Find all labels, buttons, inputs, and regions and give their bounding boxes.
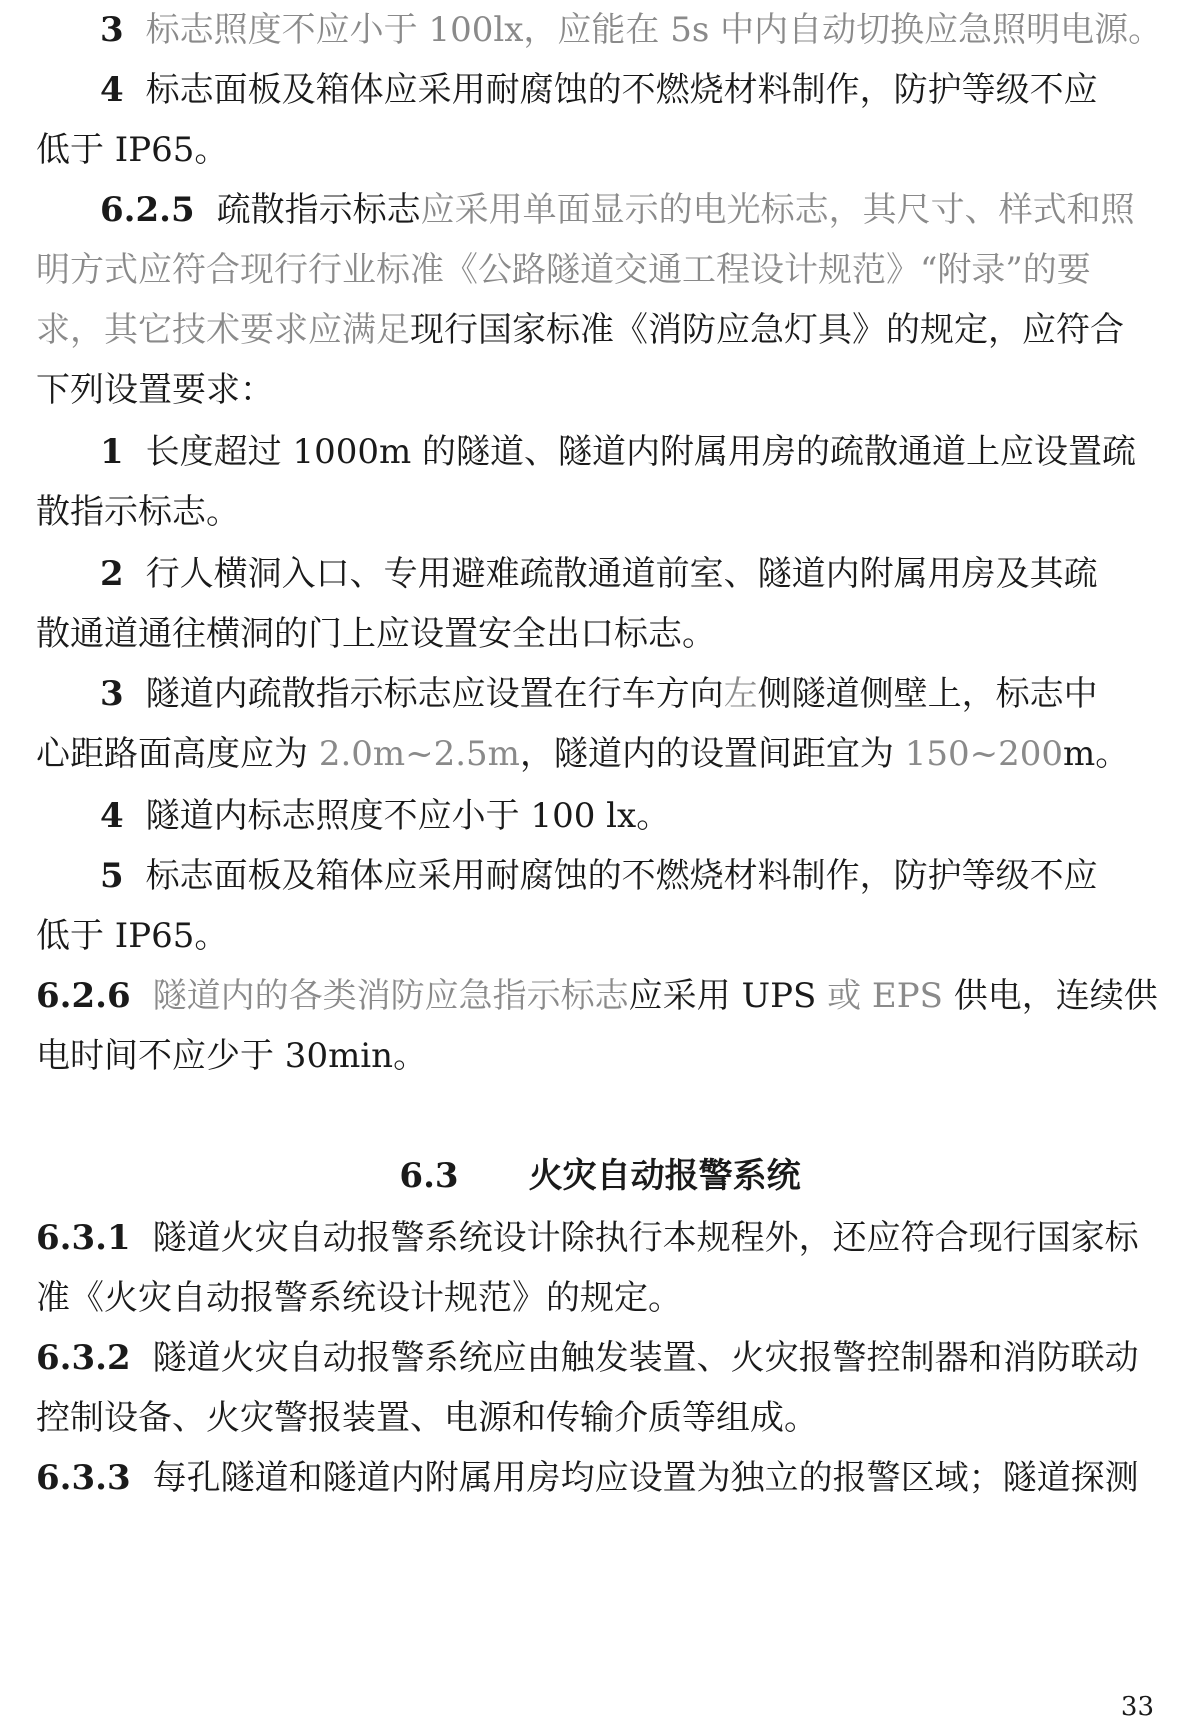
clause-number: 6.2.6	[36, 976, 131, 1016]
list-item	[100, 68, 1162, 112]
clause-text: 每孔隧道和隧道内附属用房均应设置为独立的报警区域；隧道探测	[152, 1458, 1139, 1498]
clause-text: 隧道火灾自动报警系统设计除执行本规程外，还应符合现行国家标	[152, 1218, 1139, 1258]
item-text-cont: 低于 IP65。	[36, 916, 229, 956]
item-text: 侧隧道侧壁上，标志中	[757, 674, 1098, 714]
item-text: 标志面板及箱体应采用耐腐蚀的不燃烧材料制作，防护等级不应	[145, 70, 1098, 110]
clause-text-gray: 或 EPS	[827, 976, 943, 1016]
item-number: 5	[100, 856, 124, 896]
clause-text: 电时间不应少于 30min。	[36, 1036, 428, 1076]
list-item	[100, 794, 1162, 838]
list-item	[100, 430, 1162, 474]
section-title: 火灾自动报警系统	[528, 1156, 801, 1196]
clause-text: 供电，连续供	[942, 976, 1158, 1016]
clause-text: 控制设备、火灾警报装置、电源和传输介质等组成。	[36, 1398, 818, 1438]
item-text-cont: 散指示标志。	[36, 492, 240, 532]
clause-6-3-2	[36, 1336, 1162, 1380]
section-heading	[0, 1154, 1200, 1198]
clause-text: 明方式应符合现行行业标准《公路隧道交通工程设计规范》“附录”的要	[36, 250, 1091, 290]
item-number: 3	[100, 674, 124, 714]
list-item	[100, 854, 1162, 898]
list-item	[100, 552, 1162, 596]
clause-text-dark: 现行国家标准《消防应急灯具》的规定，应符合	[410, 310, 1124, 350]
clause-6-2-5	[100, 188, 1162, 232]
clause-text	[36, 308, 1162, 352]
clause-text: 准《火灾自动报警系统设计规范》的规定。	[36, 1278, 682, 1318]
item-text: 标志面板及箱体应采用耐腐蚀的不燃烧材料制作，防护等级不应	[145, 856, 1098, 896]
item-text: 隧道内疏散指示标志应设置在行车方向	[145, 674, 724, 714]
item-number: 1	[100, 432, 124, 472]
item-number: 3	[100, 10, 124, 50]
item-text: 标志照度不应小于 100lx，应能在 5s 中内自动切换应急照明电源。	[145, 10, 1163, 50]
item-number: 4	[100, 70, 124, 110]
clause-text: 应采用单面显示的电光标志，其尺寸、样式和照	[420, 190, 1135, 230]
item-text-gray: 左	[723, 674, 758, 714]
clause-text: 下列设置要求：	[36, 370, 274, 410]
list-item	[100, 672, 1162, 716]
item-text-gray: 2.0m~2.5m	[318, 734, 520, 774]
list-item	[100, 8, 1162, 52]
clause-text-gray: 隧道内的各类消防应急指示标志	[152, 976, 629, 1016]
item-text-cont: 散通道通往横洞的门上应设置安全出口标志。	[36, 614, 716, 654]
clause-6-3-3	[36, 1456, 1162, 1500]
clause-6-2-6	[36, 974, 1162, 1018]
item-number: 4	[100, 796, 124, 836]
clause-number: 6.3.1	[36, 1218, 131, 1258]
item-text: 长度超过 1000m 的隧道、隧道内附属用房的疏散通道上应设置疏	[145, 432, 1137, 472]
item-number: 2	[100, 554, 124, 594]
item-text: 心距路面高度应为	[36, 734, 319, 774]
clause-text-gray: 求，其它技术要求应满足	[36, 310, 410, 350]
clause-number: 6.3.2	[36, 1338, 131, 1378]
clause-6-3-1	[36, 1216, 1162, 1260]
item-text: ，隧道内的设置间距宜为	[519, 734, 905, 774]
item-text: 隧道内标志照度不应小于 100 lx。	[145, 796, 671, 836]
clause-text: 疏散指示标志	[216, 190, 421, 230]
item-text: 行人横洞入口、专用避难疏散通道前室、隧道内附属用房及其疏	[145, 554, 1098, 594]
clause-text: 应采用 UPS	[628, 976, 828, 1016]
clause-number: 6.3.3	[36, 1458, 131, 1498]
clause-number: 6.2.5	[100, 190, 195, 230]
item-text-cont: 低于 IP65。	[36, 130, 229, 170]
item-text-cont	[36, 732, 1162, 776]
page-number: 33	[1120, 1692, 1154, 1722]
clause-text: 隧道火灾自动报警系统应由触发装置、火灾报警控制器和消防联动	[152, 1338, 1139, 1378]
section-number: 6.3	[399, 1156, 459, 1196]
item-text: m。	[1063, 734, 1130, 774]
item-text-gray: 150~200	[904, 734, 1064, 774]
